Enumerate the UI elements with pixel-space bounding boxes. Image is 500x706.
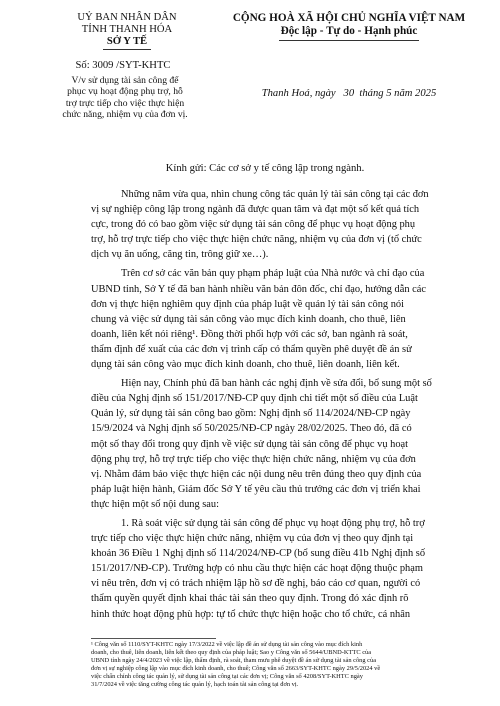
paragraph <box>91 376 486 512</box>
body-line: 1. Rà soát việc sử dụng tài sản công để phục vụ hoạt động phụ trợ, hỗ trợ <box>121 517 425 529</box>
footnote-line: UBND tỉnh ngày 24/4/2023 về việc lập, thẩm định, rà soát, tham mưu phê duyệt đề án sử dụng tài sản công của <box>91 657 377 665</box>
body-line: 151/2017/NĐ-CP). Trường hợp có nhu cầu thực hiện các hoạt động thuộc phạm <box>91 563 423 575</box>
body-line: động phụ trợ, hỗ trợ trực tiếp cho việc thực hiện chức năng, nhiệm vụ của đơn <box>91 453 416 465</box>
body-line: doanh, liên kết nói riêng¹. Đồng thời phối hợp với các sở, ban ngành rà soát, <box>91 328 408 340</box>
body-line: điều của Nghị định số 151/2017/NĐ-CP quy định chi tiết một số điều của Luật <box>91 393 418 405</box>
body-line: thẩm quyền quyết định khai thác tài sản theo quy định. Trong đó xác định rõ <box>91 593 409 605</box>
footnote-separator <box>91 638 216 639</box>
subject-line: V/v sử dụng tài sản công để <box>71 75 179 86</box>
body-line: vi nêu trên, đơn vị có trách nhiệm lập hồ sơ đề nghị, báo cáo cơ quan, người có <box>91 578 421 590</box>
subject-line: chức năng, nhiệm vụ của đơn vị. <box>62 109 188 121</box>
subject-line: phục vụ hoạt động phụ trợ, hỗ <box>67 86 183 98</box>
footnote-line: đơn vị sự nghiệp công lập vào mục đích kinh doanh, cho thuê; Công văn số 2663/SYT-KHTC ngày 29/5/2024 về <box>91 665 381 673</box>
footnote-line: việc chấn chỉnh công tác quản lý, sử dụng tài sản công tại các đơn vị; Công văn số 4208/SYT-KHTC ngày <box>91 673 363 681</box>
nation-title: CỘNG HOÀ XÃ HỘI CHỦ NGHĨA VIỆT NAM <box>232 12 466 24</box>
footnote-line: doanh, cho thuê, liên doanh, liên kết theo quy định của pháp luật; Sao y Công văn số 5644/UBND-KTTC của <box>91 649 372 657</box>
body-line: Quản lý, sử dụng tài sản công bao gồm: Nghị định số 114/2024/NĐ-CP ngày <box>91 408 411 420</box>
department-underline <box>103 49 151 50</box>
body-line: dụng tài sản công vào mục đích kinh doanh, cho thuê, liên doanh, liên kết. <box>91 359 400 371</box>
paragraph <box>91 516 486 622</box>
paragraph <box>91 266 486 372</box>
recipient: Kính gửi: Các cơ sở y tế công lập trong ngành. <box>165 163 365 174</box>
doc-number: Số: 3009 /SYT-KHTC <box>75 60 171 71</box>
body-line: dịch vụ ăn uống, căng tin, trông giữ xe…). <box>91 249 269 261</box>
body-line: vị. Nhằm đảm bảo việc thực hiện các nội dung nêu trên đúng theo quy định của <box>91 468 422 480</box>
province-name: TỈNH THANH HÓA <box>81 24 173 35</box>
body-line: UBND tỉnh, Sở Y tế đã ban hành nhiều văn bản đôn đốc, chỉ đạo, hướng dẫn các <box>91 283 426 295</box>
body-line: Những năm vừa qua, nhìn chung công tác quản lý tài sản công tại các đơn <box>121 189 429 200</box>
header-left <box>52 12 202 48</box>
body-line: pháp luật hiện hành, Giám đốc Sở Y tế yêu cầu thủ trưởng các đơn vị triển khai <box>91 483 421 495</box>
body-line: cực, trong đó có bao gồm việc sử dụng tài sản công để phục vụ hoạt động phụ <box>91 219 416 231</box>
subject <box>50 75 200 121</box>
body-line: đơn vị thực hiện nghiêm quy định của pháp luật về quản lý tài sản công nói <box>91 298 404 310</box>
paragraph <box>91 187 486 262</box>
body-line: Hiện nay, Chính phủ đã ban hành các nghị định về sửa đổi, bổ sung một số <box>121 378 432 390</box>
document-body <box>91 187 486 622</box>
motto: Độc lập - Tự do - Hạnh phúc <box>280 25 418 37</box>
body-line: chung và việc sử dụng tài sản công vào mục đích kinh doanh, cho thuê, liên <box>91 313 406 325</box>
body-line: trực tiếp cho việc thực hiện chức năng, nhiệm vụ của đơn vị theo quy định tại <box>91 533 414 545</box>
footnote-line: ¹ Công văn số 1110/SYT-KHTC ngày 17/3/2022 về việc lập đề án sử dụng tài sản công vào mục đích kinh <box>91 641 363 648</box>
body-line: vị sự nghiệp công lập trong ngành đã được quan tâm và đạt một số kết quả tích <box>91 204 420 216</box>
body-line: hình thức hoạt động phù hợp: tự tổ chức thực hiện hoặc cho tổ chức, cá nhân <box>91 608 411 620</box>
footnote-line: 31/7/2024 về việc tăng cường công tác quản lý, hạch toán tài sản công tại đơn vị. <box>91 681 299 689</box>
motto-underline <box>279 40 419 41</box>
footnote <box>91 641 491 690</box>
authority-name: UỶ BAN NHÂN DÂN <box>77 12 177 23</box>
place-date: Thanh Hoá, ngày 30 tháng 5 năm 2025 <box>261 88 437 99</box>
body-line: một số thay đổi trong quy định về việc sử dụng tài sản công để phục vụ hoạt <box>91 438 409 450</box>
department-name: SỞ Y TẾ <box>106 36 148 47</box>
body-line: 15/9/2024 và Nghị định số 50/2025/NĐ-CP ngày 28/02/2025. Theo đó, đã có <box>91 423 412 435</box>
body-line: trợ, hỗ trợ trực tiếp cho việc thực hiện chức năng, nhiệm vụ của đơn vị (tổ chức <box>91 234 422 246</box>
header-right <box>218 12 480 38</box>
subject-line: trợ trực tiếp cho việc thực hiện <box>65 97 185 109</box>
body-line: Trên cơ sở các văn bản quy phạm pháp luật của Nhà nước và chỉ đạo của <box>121 268 425 280</box>
body-line: khoản 36 Điều 1 Nghị định số 114/2024/NĐ-CP (bổ sung điều 41b Nghị định số <box>91 548 426 560</box>
body-line: thực hiện một số nội dung sau: <box>91 498 220 510</box>
body-line: thẩm định để xuất của các đơn vị trình cấp có thẩm quyền phê duyệt đề án sử <box>91 343 412 355</box>
